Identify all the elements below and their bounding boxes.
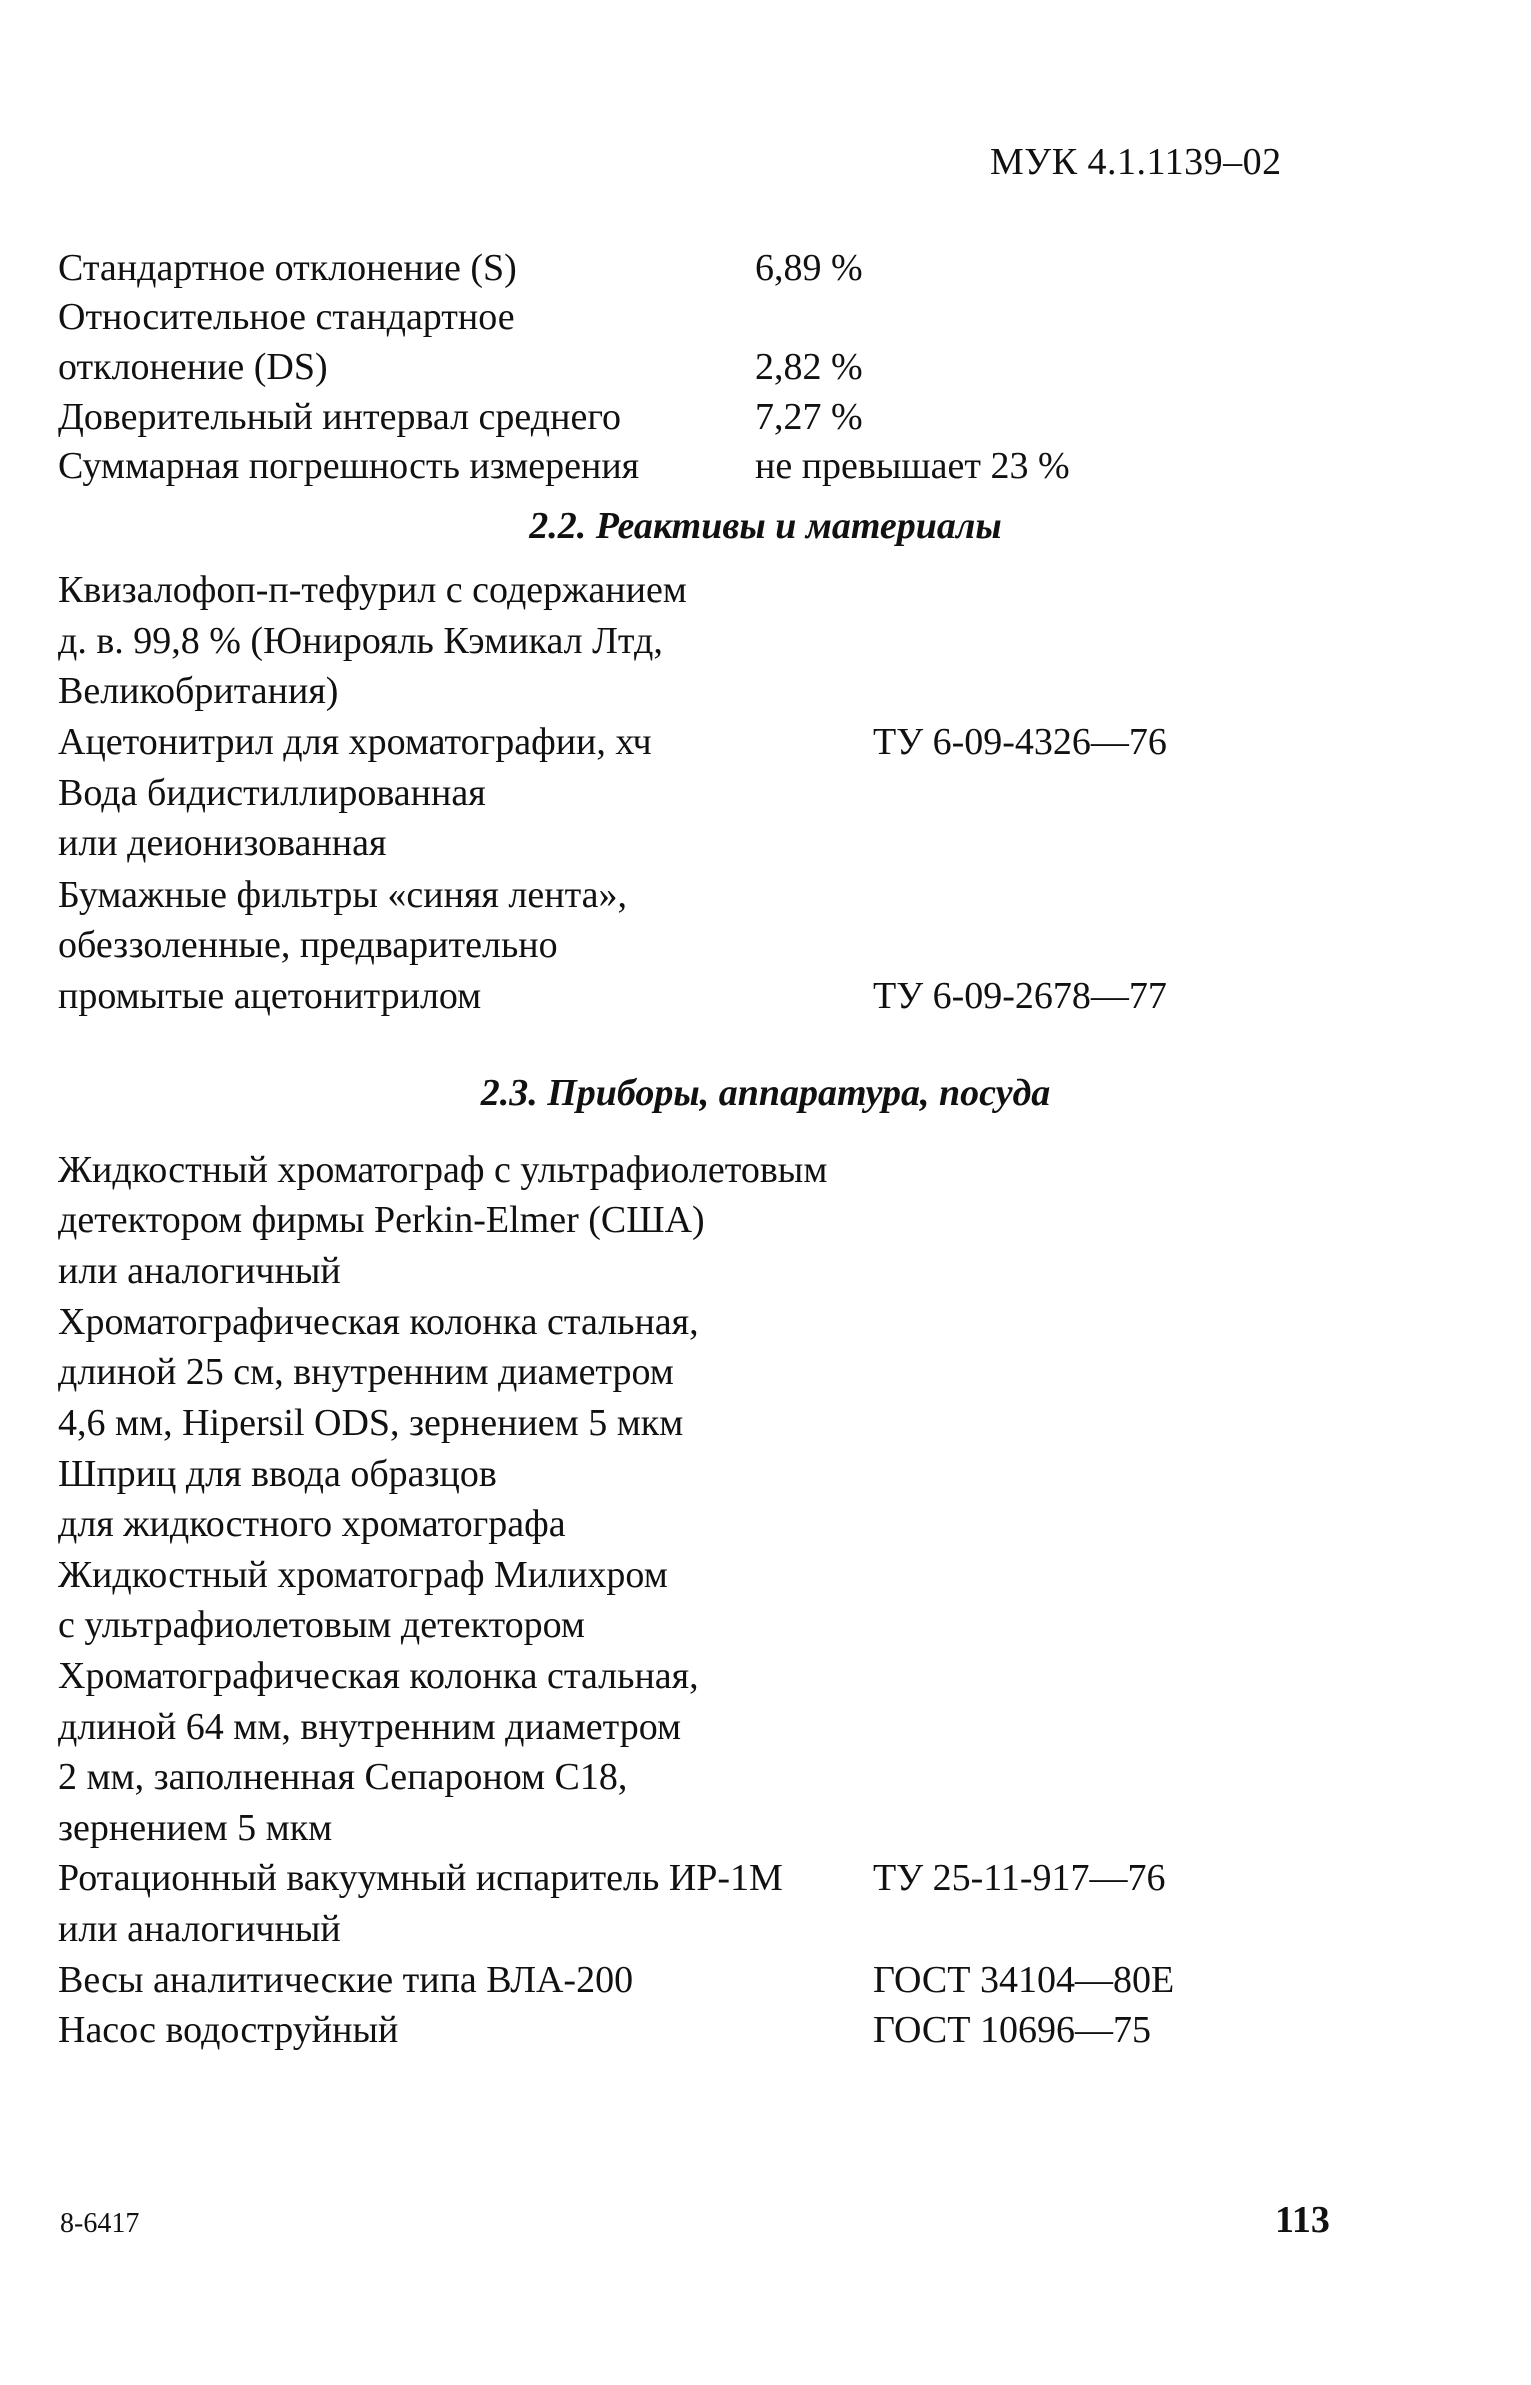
section-title-reagents: 2.2. Реактивы и материалы bbox=[529, 505, 1002, 547]
equipment-item: Весы аналитические типа ВЛА-200 bbox=[58, 1959, 634, 2001]
reagent-item: промытые ацетонитрилом bbox=[58, 975, 482, 1017]
stat-value: 7,27 % bbox=[755, 396, 863, 438]
reagent-item: Вода бидистиллированная bbox=[58, 772, 486, 814]
section-title-equipment: 2.3. Приборы, аппаратура, посуда bbox=[480, 1072, 1051, 1114]
equipment-item: зернением 5 мкм bbox=[58, 1807, 333, 1849]
equipment-item: Жидкостный хроматограф с ультрафиолетовым bbox=[58, 1149, 828, 1191]
equipment-item: с ультрафиолетовым детектором bbox=[58, 1604, 585, 1646]
equipment-item: длиной 25 см, внутренним диаметром bbox=[58, 1351, 674, 1393]
stat-label: Относительное стандартное bbox=[58, 296, 515, 338]
stat-label: Суммарная погрешность измерения bbox=[58, 445, 640, 487]
equipment-item: Хроматографическая колонка стальная, bbox=[58, 1655, 699, 1697]
equipment-item: Насос водоструйный bbox=[58, 2009, 399, 2051]
equipment-item: для жидкостного хроматографа bbox=[58, 1503, 566, 1545]
equipment-item: или аналогичный bbox=[58, 1250, 341, 1292]
stat-label: отклонение (DS) bbox=[58, 346, 328, 388]
equipment-item: или аналогичный bbox=[58, 1908, 341, 1950]
stat-value: 6,89 % bbox=[755, 247, 863, 289]
equipment-item: длиной 64 мм, внутренним диаметром bbox=[58, 1706, 682, 1748]
stat-label: Доверительный интервал среднего bbox=[58, 396, 621, 438]
reagent-spec: ТУ 6-09-4326—76 bbox=[873, 721, 1167, 763]
stat-value: не превышает 23 % bbox=[755, 445, 1070, 487]
reagent-item: или деионизованная bbox=[58, 822, 387, 864]
equipment-spec: ТУ 25-11-917—76 bbox=[873, 1857, 1166, 1899]
equipment-spec: ГОСТ 34104—80Е bbox=[873, 1959, 1175, 2001]
stat-value: 2,82 % bbox=[755, 346, 863, 388]
reagent-item: обеззоленные, предварительно bbox=[58, 924, 558, 966]
document-code: МУК 4.1.1139–02 bbox=[990, 141, 1282, 183]
equipment-item: Шприц для ввода образцов bbox=[58, 1453, 497, 1495]
reagent-item: Великобритания) bbox=[58, 670, 339, 712]
stat-label: Стандартное отклонение (S) bbox=[58, 247, 517, 289]
print-code: 8-6417 bbox=[60, 2208, 140, 2239]
equipment-item: 4,6 мм, Hipersil ODS, зернением 5 мкм bbox=[58, 1402, 684, 1444]
reagent-item: Бумажные фильтры «синяя лента», bbox=[58, 874, 628, 916]
reagent-item: д. в. 99,8 % (Юнирояль Кэмикал Лтд, bbox=[58, 620, 663, 662]
equipment-item: Хроматографическая колонка стальная, bbox=[58, 1301, 699, 1343]
equipment-spec: ГОСТ 10696—75 bbox=[873, 2009, 1151, 2051]
reagent-item: Квизалофоп-п-тефурил с содержанием bbox=[58, 569, 687, 611]
equipment-item: Жидкостный хроматограф Милихром bbox=[58, 1554, 668, 1596]
page-number: 113 bbox=[1275, 2199, 1330, 2241]
reagent-spec: ТУ 6-09-2678—77 bbox=[873, 975, 1167, 1017]
equipment-item: Ротационный вакуумный испаритель ИР-1М bbox=[58, 1857, 783, 1899]
equipment-item: детектором фирмы Perkin-Elmer (США) bbox=[58, 1199, 705, 1241]
reagent-item: Ацетонитрил для хроматографии, хч bbox=[58, 721, 652, 763]
equipment-item: 2 мм, заполненная Сепароном С18, bbox=[58, 1756, 628, 1798]
